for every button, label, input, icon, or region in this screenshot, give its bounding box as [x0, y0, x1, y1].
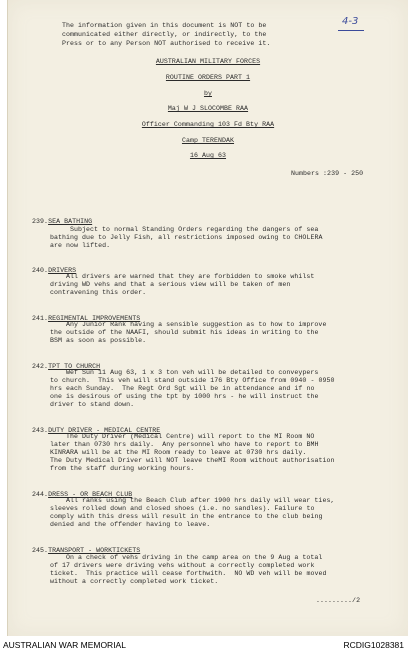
order-title: TPT TO CHURCH [48, 362, 101, 370]
orders-title [8, 74, 408, 83]
archive-name: AUSTRALIAN WAR MEMORIAL [3, 640, 126, 650]
archive-id: RCDIG1028381 [343, 640, 404, 650]
date-text: 16 Aug 63 [189, 152, 227, 159]
command-line [8, 121, 408, 130]
order-number: 242. [32, 362, 49, 370]
notice-line-2: communicated either directly, or indirectly, to the [62, 31, 267, 38]
order-241-line-2: the outside of the NAAFI, should submit his ideas in writing to the [50, 329, 319, 336]
order-245-line-1: On a check of vehs driving in the camp area on the 9 Aug a total [66, 554, 323, 561]
continuation-marker: ........./2 [316, 597, 361, 604]
handwritten-annotation: 4-3 [342, 16, 359, 27]
orders-title-text: ROUTINE ORDERS PART 1 [165, 74, 251, 81]
order-244-line-3: comply with this dress will result in the entrance to the club being [50, 513, 323, 520]
notice-line-3: Press or to any Person NOT authorised to receive it. [62, 40, 271, 47]
order-number: 245. [32, 546, 49, 554]
order-title: DRESS - OR BEACH CLUB [48, 490, 133, 498]
order-239-line-2: bathing due to Jelly Fish, all restrictions imposed owing to CHOLERA [50, 234, 323, 241]
order-245-line-4: without a correctly completed work ticket. [50, 578, 219, 585]
order-title: TRANSPORT - WORKTICKETS [48, 546, 141, 554]
by-line [8, 90, 408, 99]
order-242-line-1: Wef Sun 11 Aug 63, 1 x 3 ton veh will be detailed to conveypers [66, 369, 319, 376]
order-242-line-2: to church. This veh will stand outside 176 Bty Office from 0940 - 0950 [50, 377, 335, 384]
order-243-line-2: later than 0730 hrs daily. Any personnel who have to report to BMH [50, 441, 319, 448]
order-number: 240. [32, 266, 49, 274]
officer-name [8, 105, 408, 114]
order-number: 239. [32, 217, 49, 225]
order-239-line-1: Subject to normal Standing Orders regarding the dangers of sea [70, 226, 319, 233]
order-243-line-5: from the staff during working hours. [50, 465, 195, 472]
camp-line [8, 137, 408, 146]
order-241-line-1: Any Junior Rank having a sensible suggestion as to how to improve [66, 321, 327, 328]
officer-text: Maj W J SLOCOMBE RAA [167, 105, 249, 112]
order-240-line-1: All drivers are warned that they are forbidden to smoke whilst [66, 273, 315, 280]
order-241-line-3: BSM as soon as possible. [50, 337, 147, 344]
order-title: REGIMENTAL IMPROVEMENTS [48, 314, 141, 322]
order-number: 243. [32, 426, 49, 434]
order-244-line-1: All ranks using the Beach Club after 1900 hrs daily will wear ties, [66, 497, 335, 504]
order-numbers: Numbers :239 - 250 [291, 170, 364, 177]
order-240-line-3: contravening this order. [50, 289, 147, 296]
order-243-line-4: The Duty Medical Driver will NOT leave theMI Room without authorisation [50, 457, 335, 464]
order-243-line-3: KINRARA will be at the MI Room ready to leave at 0730 hrs daily. [50, 449, 307, 456]
order-242-line-5: driver to stand down. [50, 401, 135, 408]
document-page [7, 0, 408, 636]
order-title: DUTY DRIVER - MEDICAL CENTRE [48, 426, 161, 434]
annotation-underline [338, 30, 364, 31]
order-number: 241. [32, 314, 49, 322]
date-line [8, 152, 408, 161]
order-number: 244. [32, 490, 49, 498]
order-239-line-3: are now lifted. [50, 242, 111, 249]
order-title: DRIVERS [48, 266, 77, 274]
order-240-line-2: driving WD vehs and that a serious view will be taken of men [50, 281, 291, 288]
order-242-line-4: one is desirous of using the tpt by 1000 hrs - he will instruct the [50, 393, 319, 400]
order-243-line-1: The Duty Driver (Medical Centre) will report to the MI Room NO [66, 433, 315, 440]
order-245-line-2: of 17 drivers were driving vehs without a correctly completed work [50, 562, 315, 569]
camp-text: Camp TERENDAK [181, 137, 235, 144]
command-text: Officer Commanding 103 Fd Bty RAA [141, 121, 275, 128]
order-title: SEA BATHING [48, 217, 93, 225]
order-244-line-4: denied and the offender having to leave. [50, 521, 211, 528]
archive-footer [0, 636, 408, 654]
by-text: by [203, 90, 212, 97]
order-244-line-2: sleeves rolled down and closed shoes (i.e. no sandles). Failure to [50, 505, 315, 512]
order-245-line-3: ticket. This practice will cease forthwith. NO WD veh will be moved [50, 570, 327, 577]
org-text: AUSTRALIAN MILITARY FORCES [155, 58, 261, 65]
order-242-line-3: hrs each Sunday. The Regt Ord Sgt will be in attendance and if no [50, 385, 315, 392]
notice-line-1: The information given in this document is NOT to be [62, 22, 267, 29]
org-heading [8, 58, 408, 67]
